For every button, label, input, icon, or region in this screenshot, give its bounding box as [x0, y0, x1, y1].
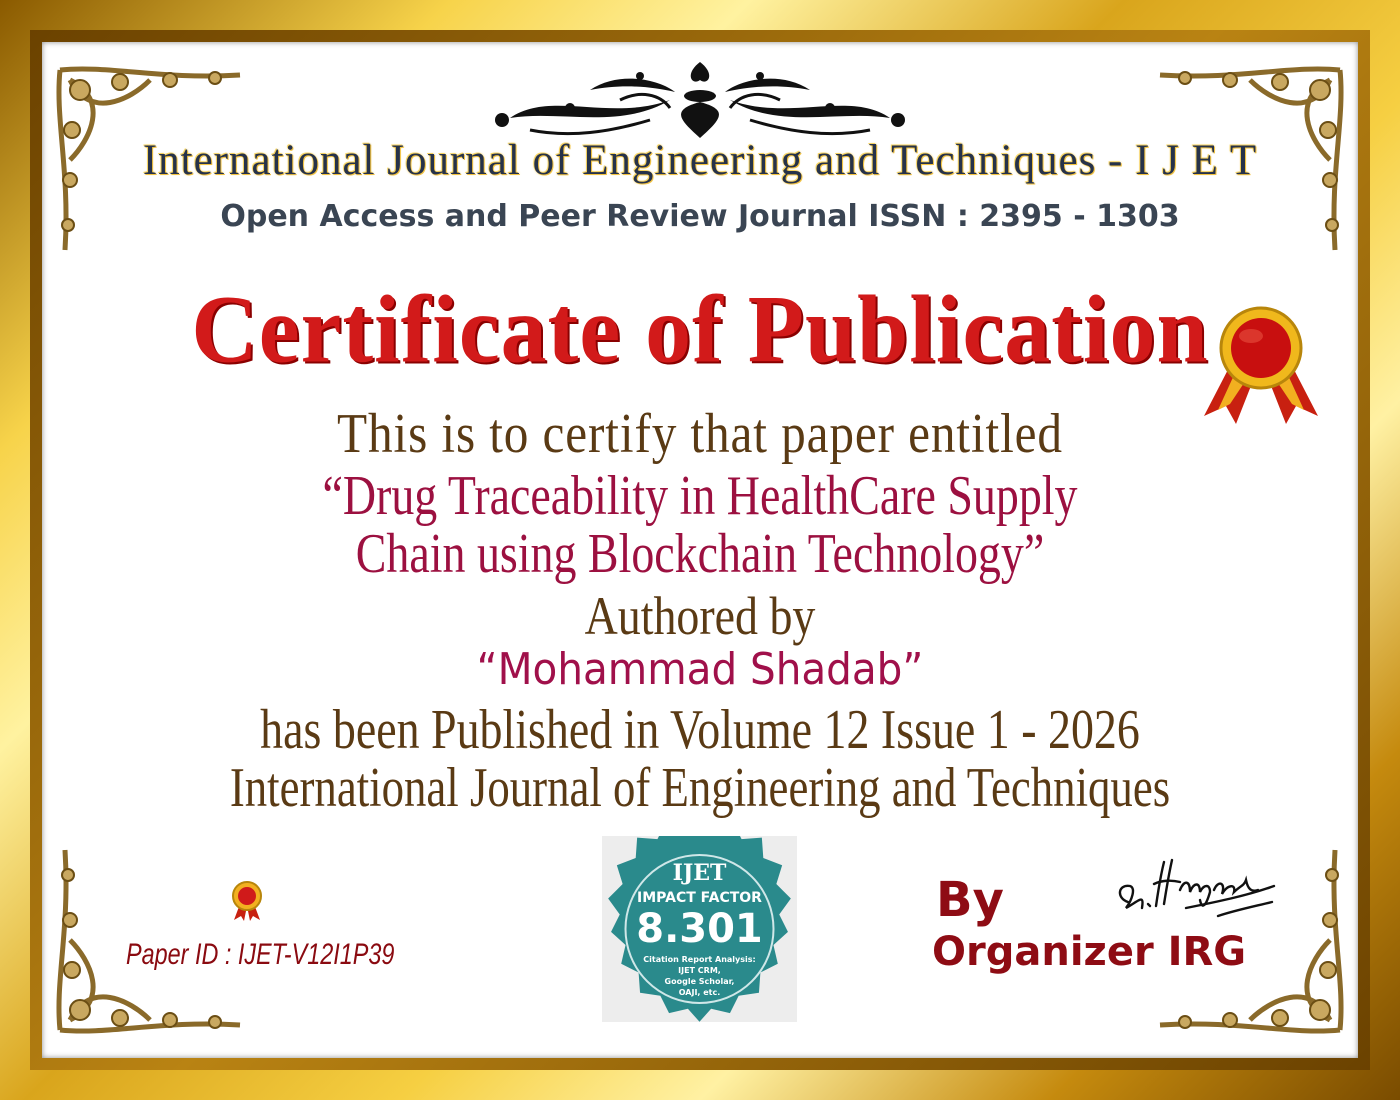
badge-value: 8.301 — [636, 906, 763, 952]
badge-note-4: OAJI, etc. — [678, 988, 721, 997]
paper-title-line-2: Chain using Blockchain Technology” — [355, 523, 1045, 585]
paper-id: Paper ID : IJET-V12I1P39 — [126, 938, 395, 971]
certify-line: This is to certify that paper entitled — [337, 403, 1063, 465]
journal-full-name: International Journal of Engineering and Techniques — [229, 757, 1171, 819]
paper-title-line-1: “Drug Traceability in HealthCare Supply — [322, 465, 1078, 527]
authored-by-label: Authored by — [584, 586, 816, 646]
journal-name: International Journal of Engineering and Techniques - I J E T — [142, 137, 1258, 184]
author-name: “Mohammad Shadab” — [476, 644, 924, 695]
badge-note-1: Citation Report Analysis: — [643, 955, 756, 964]
badge-note-2: IJET CRM, — [678, 966, 721, 975]
badge-abbr: IJET — [672, 860, 727, 886]
ornament-top-icon — [470, 60, 930, 140]
badge-label: IMPACT FACTOR — [637, 890, 762, 906]
certificate-title: Certificate of Publication — [191, 275, 1209, 383]
journal-subtitle: Open Access and Peer Review Journal ISSN : 2395 - 1303 — [220, 199, 1180, 234]
signature-icon — [1106, 850, 1276, 930]
small-medal-icon — [226, 880, 268, 922]
badge-note-3: Google Scholar, — [664, 977, 735, 986]
published-line: has been Published in Volume 12 Issue 1 - 2026 — [260, 699, 1140, 761]
by-label: By — [936, 872, 1004, 928]
organizer-name: Organizer IRG — [932, 929, 1247, 975]
